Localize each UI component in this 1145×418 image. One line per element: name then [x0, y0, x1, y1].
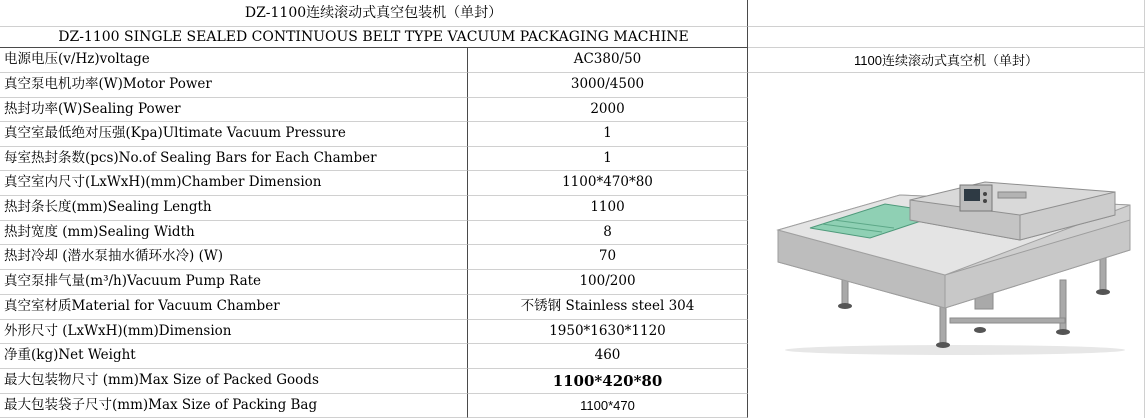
- spec-label: 净重(kg)Net Weight: [0, 344, 468, 369]
- spec-label: 电源电压(v/Hz)voltage: [0, 48, 468, 73]
- spec-label: 最大包装物尺寸 (mm)Max Size of Packed Goods: [0, 369, 468, 394]
- spec-label: 热封冷却 (潜水泵抽水循环水冷) (W): [0, 245, 468, 270]
- spec-value: 1: [468, 147, 748, 171]
- spec-label: 真空室最低绝对压强(Kpa)Ultimate Vacuum Pressure: [0, 122, 468, 147]
- spec-label: 热封条长度(mm)Sealing Length: [0, 196, 468, 221]
- spec-value: 1100: [468, 196, 748, 221]
- blank-cell: [748, 0, 1145, 27]
- spec-label: 真空室内尺寸(LxWxH)(mm)Chamber Dimension: [0, 171, 468, 196]
- product-caption: 1100连续滚动式真空机（单封）: [748, 48, 1145, 73]
- title-en: DZ-1100 SINGLE SEALED CONTINUOUS BELT TYPE VACUUM PACKAGING MACHINE: [0, 27, 748, 48]
- spec-label: 外形尺寸 (LxWxH)(mm)Dimension: [0, 320, 468, 344]
- spec-label: 真空泵排气量(m³/h)Vacuum Pump Rate: [0, 270, 468, 295]
- spec-value: 2000: [468, 98, 748, 122]
- spec-value: 8: [468, 221, 748, 245]
- vacuum-machine-image: [770, 180, 1140, 358]
- spec-value: 70: [468, 245, 748, 270]
- spec-label: 热封功率(W)Sealing Power: [0, 98, 468, 122]
- spec-value: 1950*1630*1120: [468, 320, 748, 344]
- spec-label: 最大包装袋子尺寸(mm)Max Size of Packing Bag: [0, 394, 468, 418]
- spec-value: 3000/4500: [468, 73, 748, 98]
- spec-value: 不锈钢 Stainless steel 304: [468, 295, 748, 320]
- spec-label: 真空室材质Material for Vacuum Chamber: [0, 295, 468, 320]
- spec-value: 1: [468, 122, 748, 147]
- spec-label: 每室热封条数(pcs)No.of Sealing Bars for Each Chamber: [0, 147, 468, 171]
- spec-value: 460: [468, 344, 748, 369]
- spec-value: 100/200: [468, 270, 748, 295]
- spec-label: 真空泵电机功率(W)Motor Power: [0, 73, 468, 98]
- spec-value: 1100*470*80: [468, 171, 748, 196]
- spec-label: 热封宽度 (mm)Sealing Width: [0, 221, 468, 245]
- spec-value: AC380/50: [468, 48, 748, 73]
- title-cn: DZ-1100连续滚动式真空包装机（单封）: [0, 0, 748, 27]
- spec-value: 1100*420*80: [468, 369, 748, 394]
- spec-value: 1100*470: [468, 394, 748, 418]
- blank-cell: [748, 27, 1145, 48]
